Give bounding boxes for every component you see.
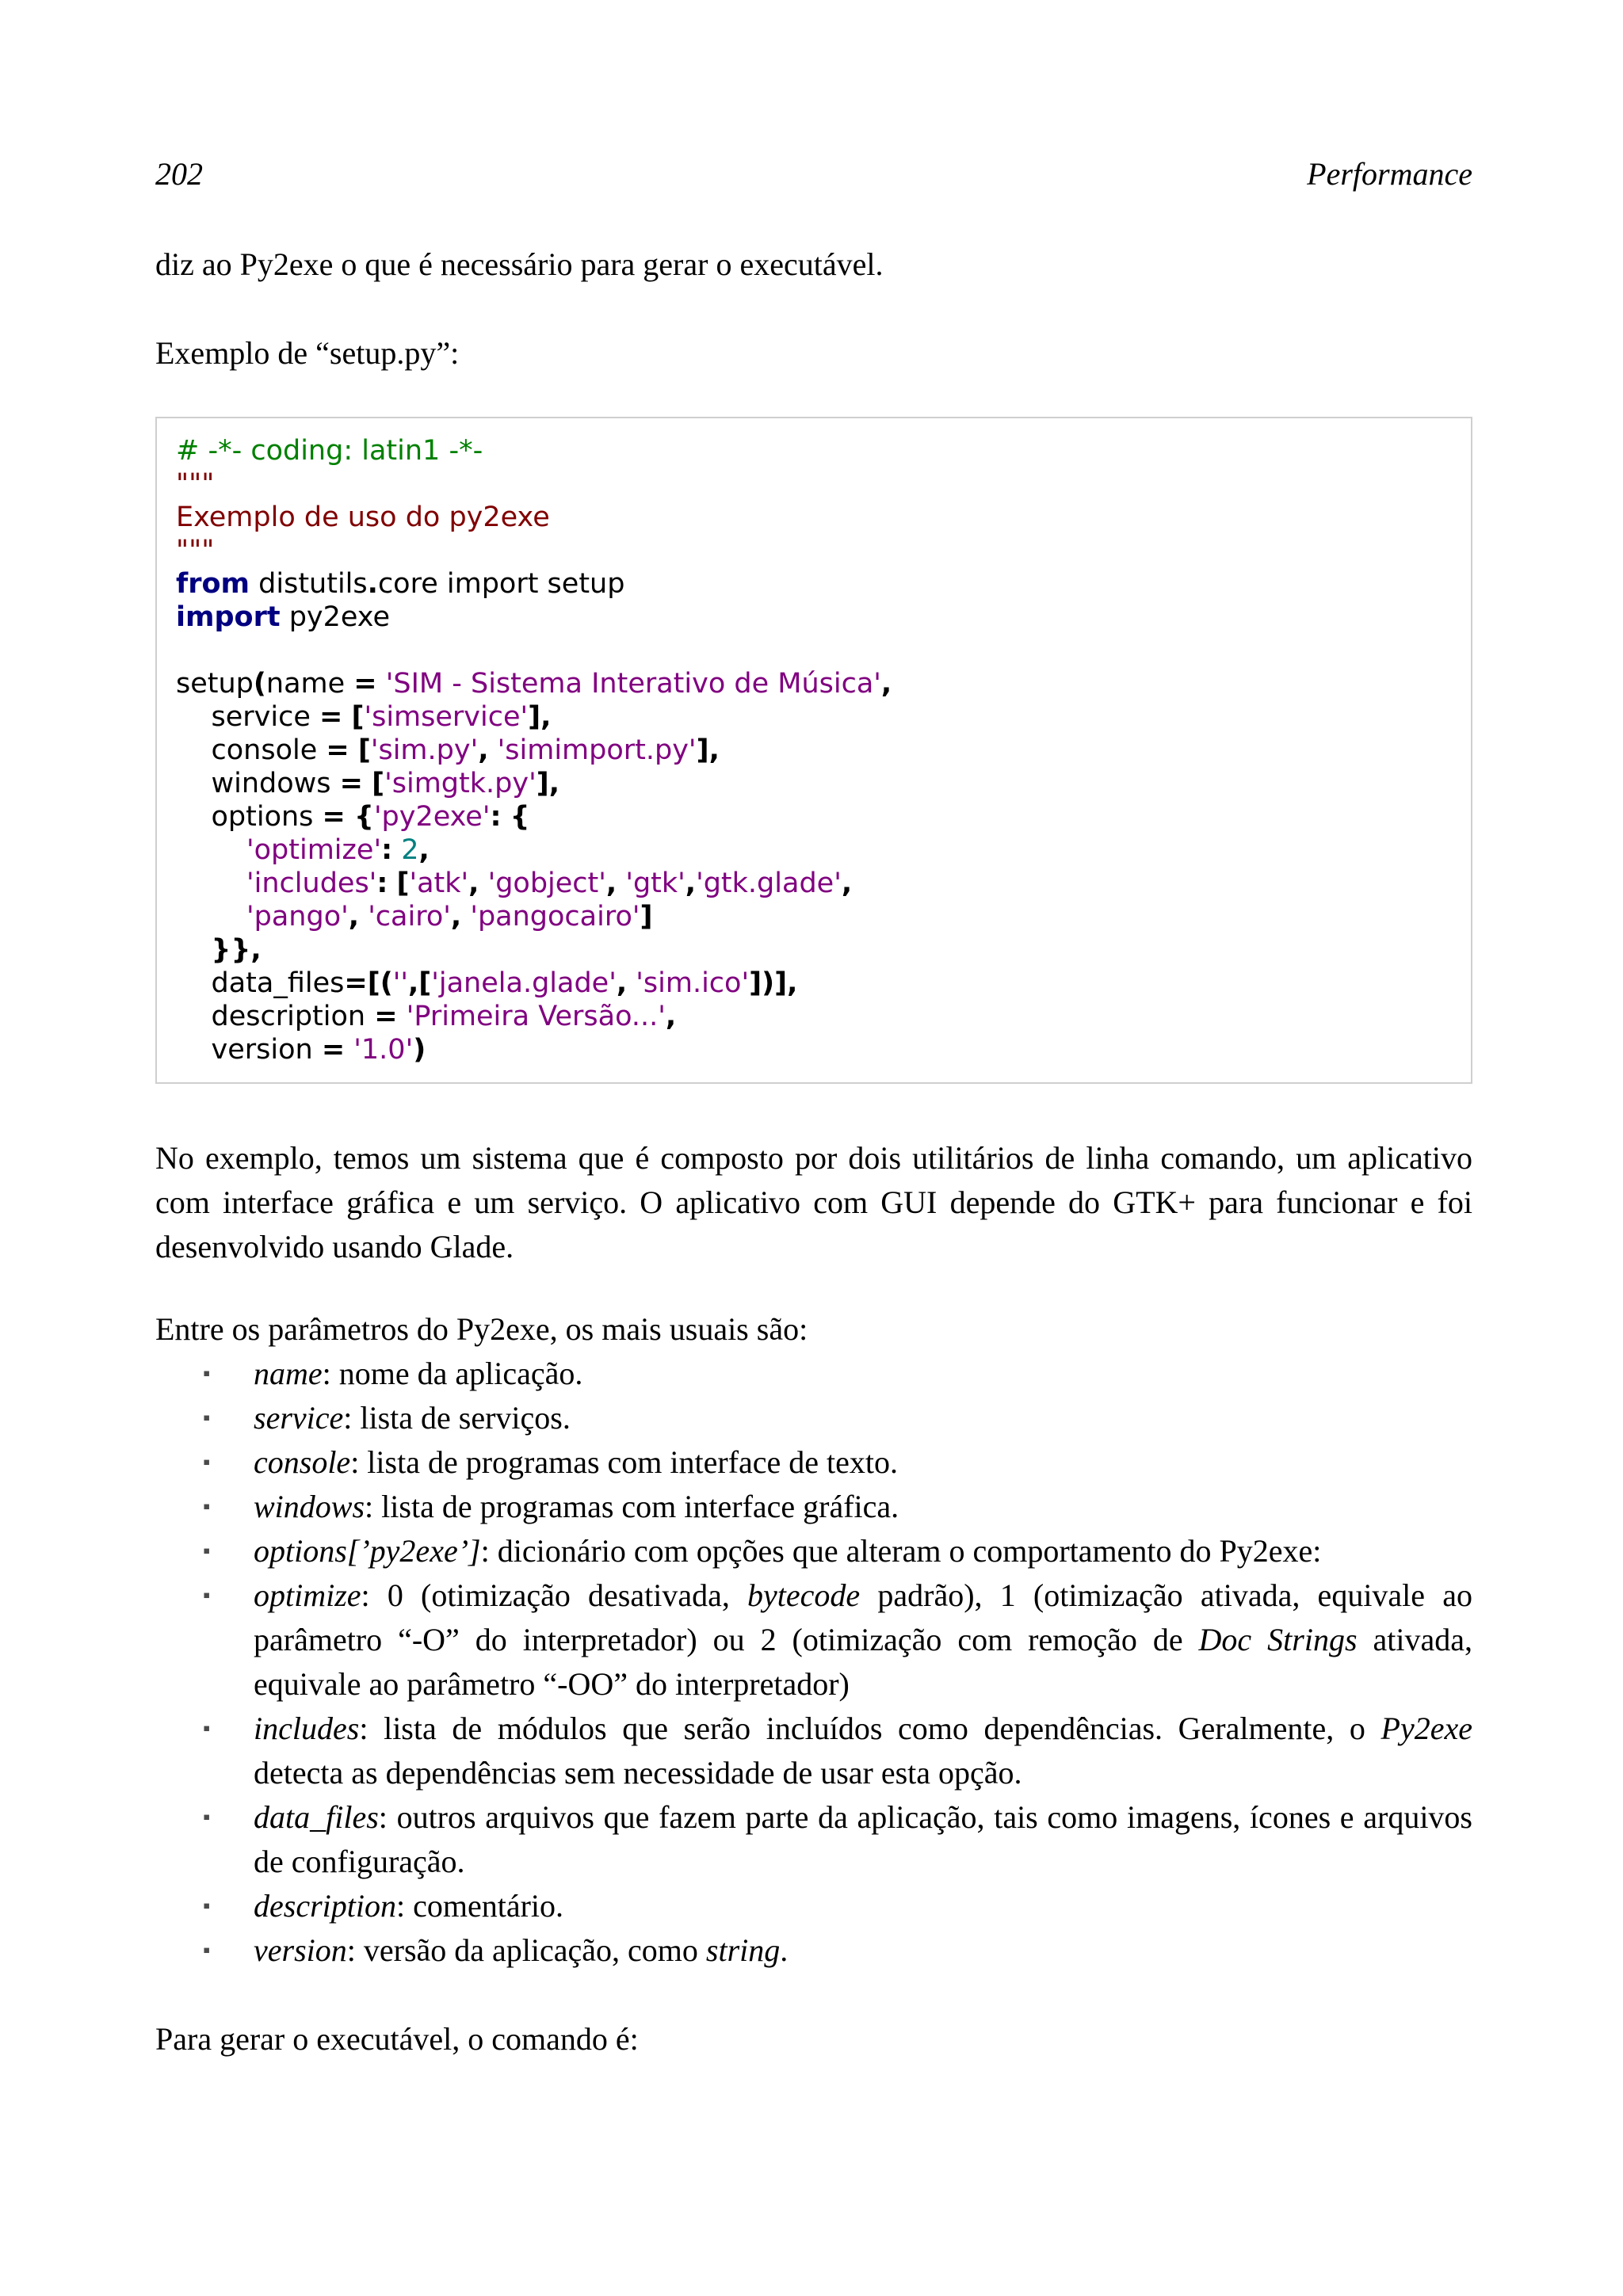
code-line: """	[176, 468, 215, 500]
code-line: setup(name = 'SIM - Sistema Interativo de Música',	[176, 668, 892, 700]
emphasis: string	[705, 1932, 781, 1968]
bullet-icon: ▪	[203, 1451, 211, 1474]
param-term: data_files	[254, 1799, 379, 1835]
param-desc: : dicionário com opções que alteram o comportamento do Py2exe:	[480, 1533, 1322, 1569]
list-item	[155, 1485, 1472, 1529]
code-line: service = ['simservice'],	[176, 701, 552, 733]
bullet-icon: ▪	[203, 1894, 211, 1917]
param-term: service	[254, 1400, 344, 1436]
paragraph-example: No exemplo, temos um sistema que é composto por dois utilitários de linha comando, um aplicativo com interface gráfica e um serviço. O aplicativo com GUI depende do GTK+ para funcionar e foi desenvolvido usando Glade.	[155, 1140, 1472, 1264]
param-desc: padrão), 1 (otimização ativada, equivale ao parâmetro “-O” do interpretador) ou 2 (otimização com remoção de	[254, 1577, 1472, 1657]
param-desc: : lista de programas com interface de texto.	[350, 1444, 899, 1480]
param-desc: : lista de programas com interface gráfica.	[365, 1489, 899, 1524]
code-line: # -*- coding: latin1 -*-	[176, 435, 483, 467]
code-line: console = ['sim.py', 'simimport.py'],	[176, 734, 720, 766]
code-line: data_files=[('',['janela.glade', 'sim.ico'])],	[176, 967, 798, 999]
bullet-icon: ▪	[203, 1584, 211, 1607]
param-desc: ativada, equivale ao parâmetro “-OO” do interpretador)	[254, 1622, 1472, 1702]
code-line: 'optimize': 2,	[246, 834, 430, 866]
code-line: version = '1.0')	[176, 1034, 426, 1066]
code-line: windows = ['simgtk.py'],	[176, 768, 559, 799]
param-term: name	[254, 1356, 323, 1391]
param-desc: : nome da aplicação.	[322, 1356, 583, 1391]
param-term: console	[254, 1444, 351, 1480]
param-desc: : lista de módulos que serão incluídos como dependências. Geralmente, o	[359, 1711, 1381, 1746]
emphasis: bytecode	[747, 1577, 861, 1613]
code-listing	[176, 434, 892, 1066]
list-item	[155, 1928, 1472, 1973]
param-term: description	[254, 1888, 396, 1924]
param-desc: : lista de serviços.	[343, 1400, 571, 1436]
param-desc: : 0 (otimização desativada,	[361, 1577, 748, 1613]
page-header	[155, 155, 1472, 203]
list-item	[155, 1795, 1472, 1884]
emphasis: Doc Strings	[1198, 1622, 1358, 1657]
page-number: 202	[155, 156, 203, 192]
code-line: from distutils.core import setup	[176, 568, 625, 600]
bullet-icon: ▪	[203, 1495, 211, 1518]
bullet-icon: ▪	[203, 1806, 211, 1829]
param-term: windows	[254, 1489, 365, 1524]
list-item	[155, 1440, 1472, 1485]
param-desc: : comentário.	[395, 1888, 564, 1924]
param-desc: detecta as dependências sem necessidade de usar esta opção.	[254, 1755, 1022, 1791]
parameter-list	[155, 1352, 1472, 1973]
code-line: Exemplo de uso do py2exe	[176, 502, 550, 533]
code-line: }},	[211, 934, 262, 966]
list-item	[155, 1573, 1472, 1707]
emphasis: Py2exe	[1381, 1711, 1472, 1746]
section-title: Performance	[1307, 156, 1472, 192]
list-item	[155, 1884, 1472, 1928]
list-item	[155, 1529, 1472, 1573]
paragraph-params-intro: Entre os parâmetros do Py2exe, os mais usuais são:	[155, 1311, 808, 1347]
list-item	[155, 1352, 1472, 1396]
code-line: """	[176, 535, 215, 566]
bullet-icon: ▪	[203, 1717, 211, 1740]
code-line: description = 'Primeira Versão...',	[176, 1001, 677, 1032]
param-desc: : outros arquivos que fazem parte da aplicação, tais como imagens, ícones e arquivos de configuração.	[254, 1799, 1472, 1879]
code-line: 'includes': ['atk', 'gobject', 'gtk','gtk.glade',	[246, 868, 853, 899]
code-block	[155, 417, 1472, 1084]
bullet-icon: ▪	[203, 1406, 211, 1429]
param-term: version	[254, 1932, 347, 1968]
param-term: options[’py2exe’]	[254, 1533, 481, 1569]
code-line: options = {'py2exe': {	[176, 801, 530, 833]
bullet-icon: ▪	[203, 1939, 211, 1962]
param-desc: : versão da aplicação, como	[346, 1932, 706, 1968]
code-line: 'pango', 'cairo', 'pangocairo']	[246, 901, 653, 933]
intro-line-2: Exemplo de “setup.py”:	[155, 335, 460, 371]
bullet-icon: ▪	[203, 1362, 211, 1385]
paragraph-command: Para gerar o executável, o comando é:	[155, 2021, 639, 2057]
list-item	[155, 1396, 1472, 1440]
param-desc: .	[780, 1932, 789, 1968]
intro-line-1: diz ao Py2exe o que é necessário para gerar o executável.	[155, 246, 884, 282]
list-item	[155, 1707, 1472, 1795]
code-line: import py2exe	[176, 601, 390, 633]
bullet-icon: ▪	[203, 1539, 211, 1562]
param-term: includes	[254, 1711, 360, 1746]
param-term: optimize	[254, 1577, 361, 1613]
